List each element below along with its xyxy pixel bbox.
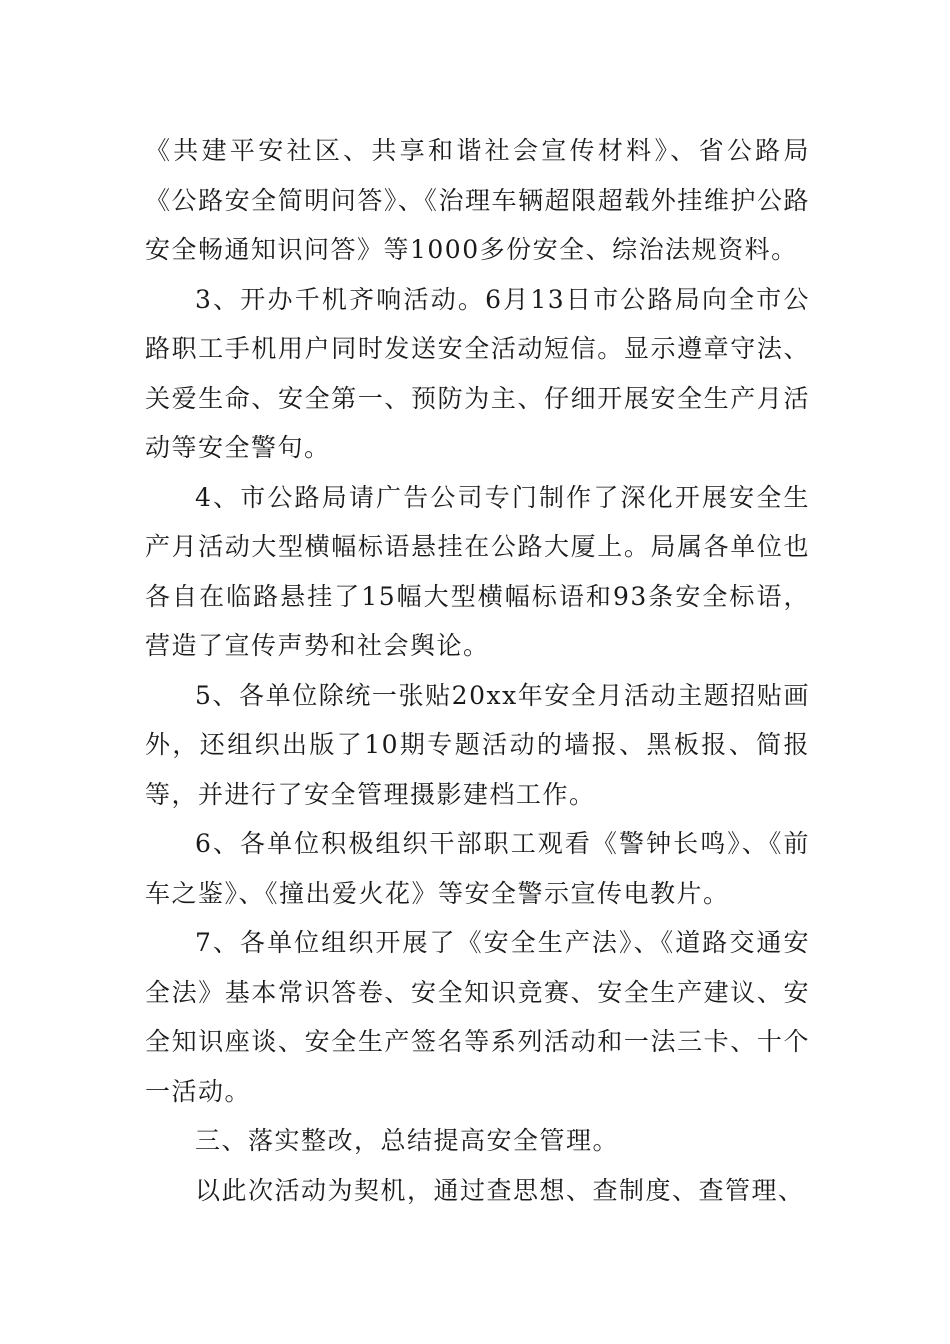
section-heading-three: 三、落实整改，总结提高安全管理。 (195, 1126, 620, 1155)
paragraph-item-5: 5、各单位除统一张贴20xx年安全月活动主题招贴画外，还组织出版了10期专题活动的墙报、黑板报、简报等，并进行了安全管理摄影建档工作。 (145, 680, 810, 809)
paragraph-item-4: 4、市公路局请广告公司专门制作了深化开展安全生产月活动大型横幅标语悬挂在公路大厦上。局属各单位也各自在临路悬挂了15幅大型横幅标语和93条安全标语，营造了宣传声势和社会舆论。 (145, 482, 810, 660)
paragraph-item-6: 6、各单位积极组织干部职工观看《警钟长鸣》、《前车之鉴》、《撞出爱火花》等安全警示宣传电教片。 (145, 829, 810, 908)
paragraph-conclusion: 以此次活动为契机，通过查思想、查制度、查管理、 (195, 1175, 805, 1205)
document-body (145, 126, 810, 1215)
paragraph-materials: 《共建平安社区、共享和谐社会宣传材料》、省公路局《公路安全简明问答》、《治理车辆超限超载外挂维护公路安全畅通知识问答》等1000多份安全、综治法规资料。 (145, 136, 810, 264)
paragraph-item-3: 3、开办千机齐响活动。6月13日市公路局向全市公路职工手机用户同时发送安全活动短信。显示遵章守法、关爱生命、安全第一、预防为主、仔细开展安全生产月活动等安全警句。 (145, 284, 810, 462)
paragraph-item-7: 7、各单位组织开展了《安全生产法》、《道路交通安全法》基本常识答卷、安全知识竞赛、安全生产建议、安全知识座谈、安全生产签名等系列活动和一法三卡、十个一活动。 (145, 928, 810, 1106)
